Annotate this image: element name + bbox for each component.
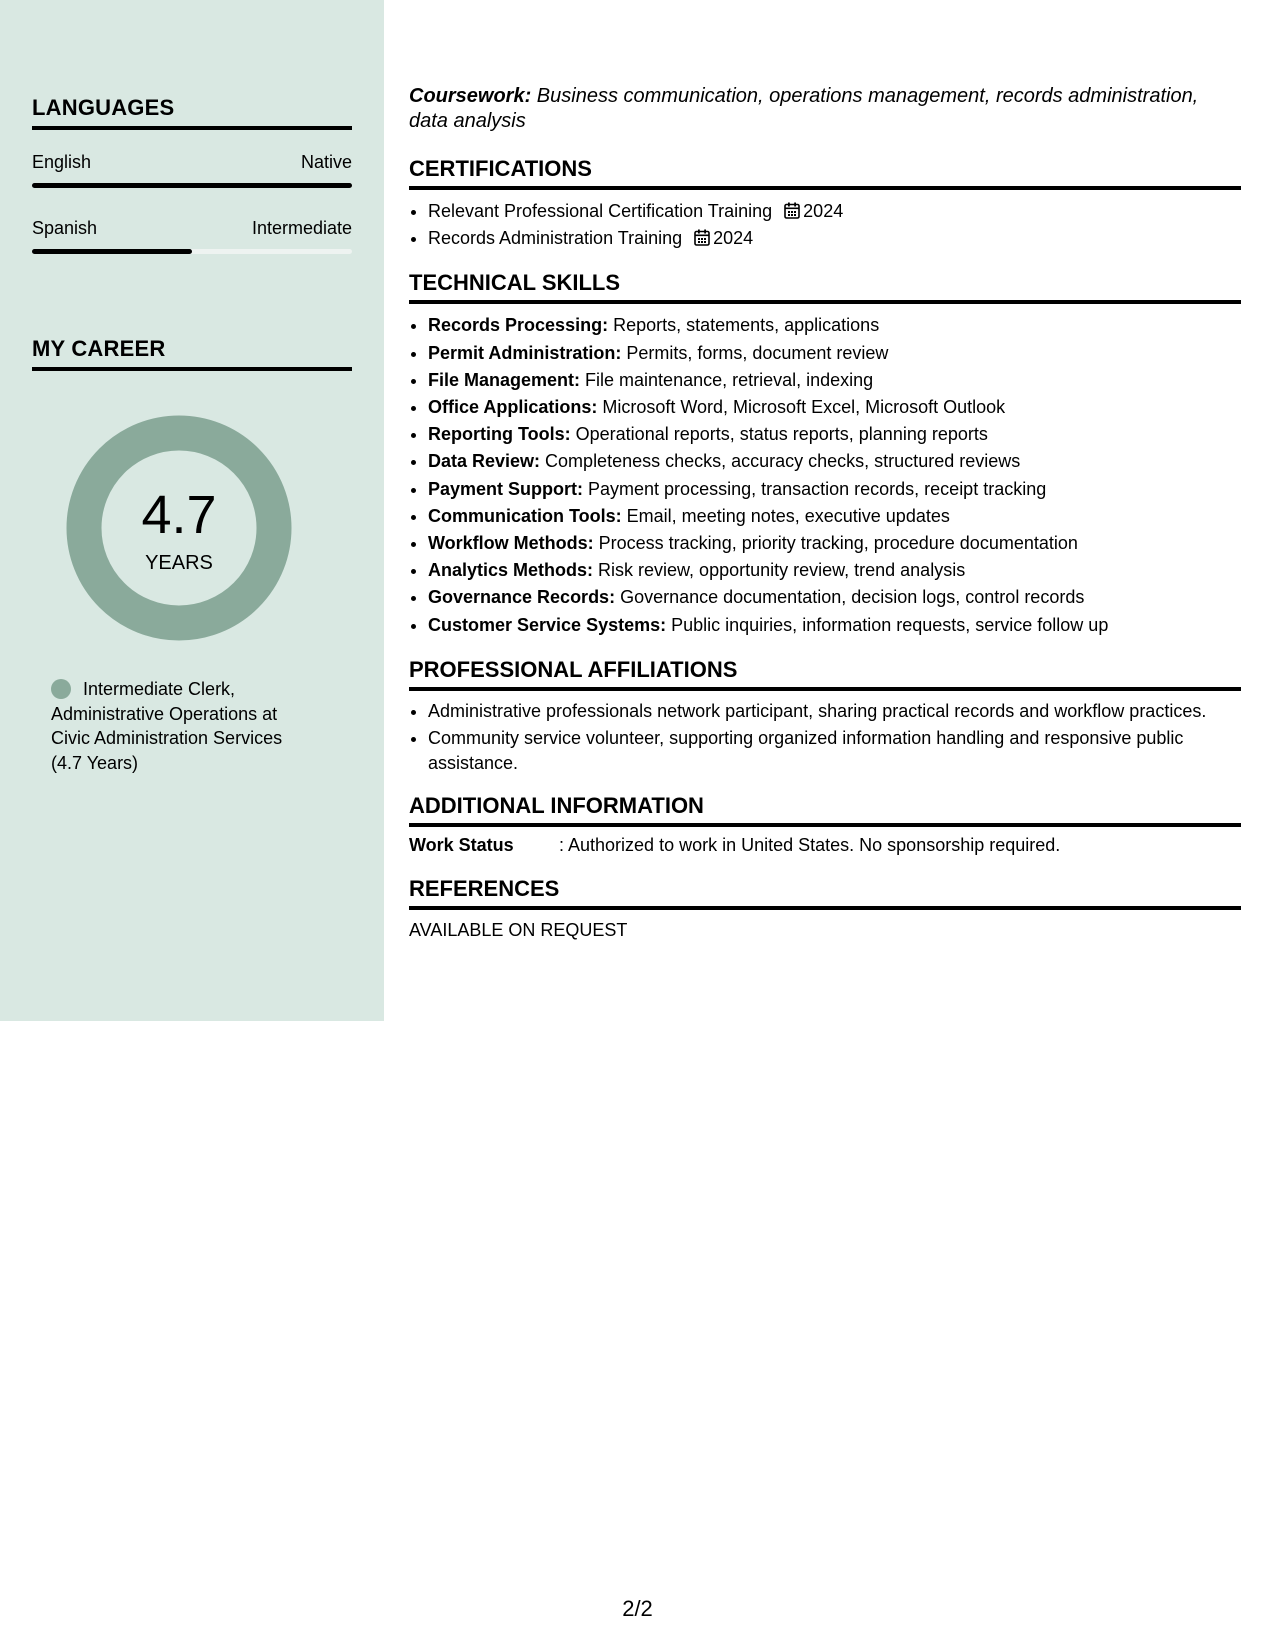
skill-item	[428, 312, 1241, 339]
page-number: 2/2	[622, 1596, 653, 1621]
skill-item	[428, 394, 1241, 421]
skill-text: Process tracking, priority tracking, procedure documentation	[593, 533, 1078, 554]
skill-text: Payment processing, transaction records, receipt tracking	[583, 478, 1047, 499]
certification-item	[428, 225, 1241, 252]
skill-text: Public inquiries, information requests, service follow up	[666, 614, 1109, 635]
language-item-spanish	[32, 218, 352, 254]
certification-year: 2024	[803, 201, 844, 221]
skill-text: Permits, forms, document review	[621, 342, 889, 363]
work-status-row	[409, 835, 1241, 856]
references-text: AVAILABLE ON REQUEST	[409, 920, 628, 941]
skill-item	[428, 476, 1241, 503]
skill-label: Customer Service Systems:	[428, 614, 667, 635]
affiliation-item: • Community service volunteer, supporting organized information handling and responsive public assistance.	[428, 726, 1241, 775]
coursework-text: Business communication, operations management, records administration, data analysis	[409, 85, 1199, 132]
certifications-list	[409, 198, 1241, 252]
career-section	[32, 336, 352, 371]
skill-item	[428, 367, 1241, 394]
skill-item	[428, 340, 1241, 367]
skill-label: Office Applications:	[428, 397, 598, 418]
languages-title: LANGUAGES	[32, 95, 352, 130]
certification-name: Relevant Professional Certification Training	[428, 201, 773, 221]
skill-item	[428, 503, 1241, 530]
skill-item	[428, 557, 1241, 584]
skill-label: Data Review:	[428, 451, 541, 472]
skill-label: Workflow Methods:	[428, 533, 594, 554]
language-name: English	[32, 152, 92, 172]
work-status-value: : Authorized to work in United States. No sponsorship required.	[559, 835, 1061, 856]
technical-skills-list	[409, 312, 1241, 638]
skill-text: Email, meeting notes, executive updates	[621, 505, 950, 526]
career-years-unit: YEARS	[145, 552, 213, 574]
sidebar	[0, 0, 384, 1021]
skill-item	[428, 448, 1241, 475]
skill-text: Operational reports, status reports, planning reports	[570, 424, 988, 445]
references-title: REFERENCES	[409, 876, 1241, 910]
main-content	[409, 84, 1241, 941]
skill-label: File Management:	[428, 369, 581, 390]
calendar-icon	[784, 202, 800, 219]
work-status-label: Work Status	[409, 835, 514, 856]
technical-skills-title: TECHNICAL SKILLS	[409, 270, 1241, 304]
skill-text: Risk review, opportunity review, trend analysis	[593, 560, 966, 581]
calendar-icon	[694, 229, 710, 246]
skill-text: Completeness checks, accuracy checks, structured reviews	[540, 451, 1021, 472]
languages-section	[32, 95, 352, 254]
certification-item	[428, 198, 1241, 225]
language-level: Intermediate	[251, 218, 352, 238]
skill-label: Reporting Tools:	[428, 424, 571, 445]
legend-dot-icon	[51, 679, 71, 699]
skill-label: Communication Tools:	[428, 505, 622, 526]
skill-label: Payment Support:	[428, 478, 584, 499]
affiliation-item: • Administrative professionals network participant, sharing practical records and workflow practices.	[428, 699, 1241, 724]
certification-name: Records Administration Training	[428, 228, 683, 249]
career-legend	[51, 677, 311, 775]
coursework	[409, 84, 1241, 134]
skill-label: Records Processing:	[428, 315, 609, 336]
career-years-value: 4.7	[141, 485, 217, 545]
skill-item	[428, 584, 1241, 611]
certification-year: 2024	[713, 228, 754, 249]
skill-item	[428, 612, 1241, 639]
language-proficiency-bar	[32, 183, 352, 188]
language-name: Spanish	[32, 218, 98, 238]
skill-text: Microsoft Word, Microsoft Excel, Microsoft Outlook	[597, 397, 1006, 418]
skill-label: Analytics Methods:	[428, 560, 594, 581]
skill-text: Governance documentation, decision logs, control records	[615, 587, 1085, 608]
language-proficiency-fill	[32, 183, 352, 188]
coursework-label: Coursework:	[409, 85, 532, 107]
career-title: MY CAREER	[32, 336, 352, 371]
additional-info-title: ADDITIONAL INFORMATION	[409, 793, 1241, 827]
affiliations-title: PROFESSIONAL AFFILIATIONS	[409, 657, 1241, 691]
language-proficiency-fill	[32, 249, 192, 254]
skill-text: Reports, statements, applications	[608, 315, 880, 336]
language-proficiency-bar	[32, 249, 352, 254]
skill-text: File maintenance, retrieval, indexing	[580, 369, 874, 390]
skill-label: Permit Administration:	[428, 342, 622, 363]
skill-item	[428, 530, 1241, 557]
language-level: Native	[300, 152, 352, 172]
skill-item	[428, 421, 1241, 448]
affiliations-list	[409, 699, 1241, 776]
skill-label: Governance Records:	[428, 587, 616, 608]
certifications-title: CERTIFICATIONS	[409, 156, 1241, 190]
language-item-english	[32, 152, 352, 188]
career-legend-text: Intermediate Clerk, Administrative Operations at Civic Administration Services (4.7 Years)	[51, 679, 283, 773]
career-donut-chart	[66, 415, 292, 641]
